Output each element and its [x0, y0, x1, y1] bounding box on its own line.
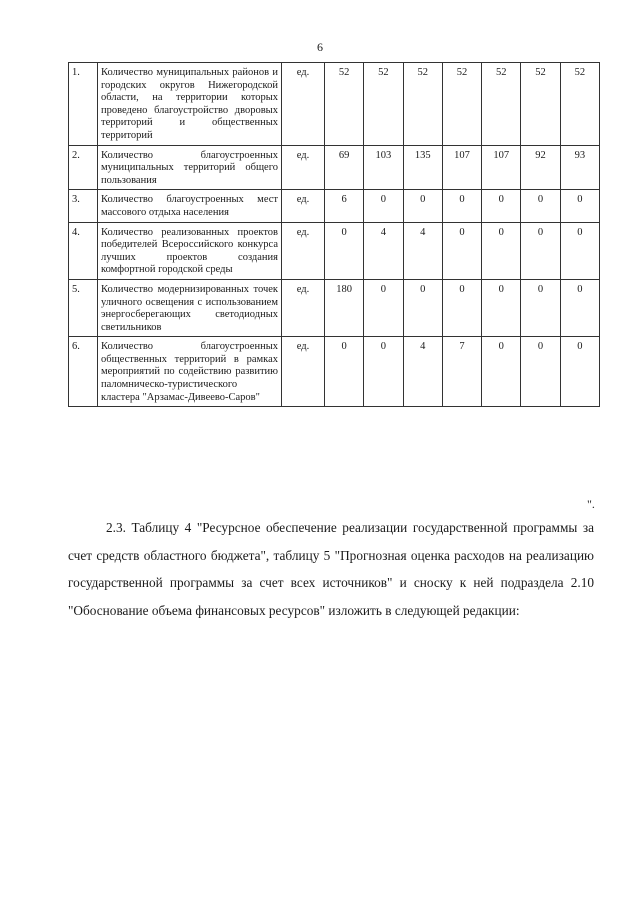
value-cell: 0 [442, 190, 481, 222]
value-cell: 4 [364, 222, 403, 279]
value-cell: 0 [560, 279, 599, 336]
value-cell: 7 [442, 337, 481, 407]
value-cell: 0 [521, 190, 560, 222]
unit-cell: ед. [282, 145, 325, 190]
value-cell: 103 [364, 145, 403, 190]
indicator-name-cell: Количество благоустроенных мест массового отдыха населения [98, 190, 282, 222]
indicator-name-cell: Количество благоустроенных общественных территорий в рамках мероприятий по содействию развитию паломническо-туристического кластера "Арзамас-Дивеево-Саров" [98, 337, 282, 407]
value-cell: 0 [403, 190, 442, 222]
closing-quote: ". [587, 497, 595, 511]
value-cell: 0 [364, 279, 403, 336]
value-cell: 0 [560, 190, 599, 222]
value-cell: 52 [521, 63, 560, 146]
value-cell: 52 [560, 63, 599, 146]
unit-cell: ед. [282, 222, 325, 279]
value-cell: 135 [403, 145, 442, 190]
value-cell: 52 [482, 63, 521, 146]
value-cell: 4 [403, 337, 442, 407]
table-row [69, 337, 600, 407]
value-cell: 93 [560, 145, 599, 190]
value-cell: 0 [403, 279, 442, 336]
page-number: 6 [317, 40, 323, 54]
table-row [69, 190, 600, 222]
table-row [69, 222, 600, 279]
value-cell: 107 [482, 145, 521, 190]
table-row [69, 145, 600, 190]
value-cell: 52 [403, 63, 442, 146]
indicator-name-cell: Количество муниципальных районов и городских округов Нижегородской области, на территории которых проведено благоустройство дворовых территорий и общественных территорий [98, 63, 282, 146]
row-number-cell: 5. [69, 279, 98, 336]
row-number-cell: 6. [69, 337, 98, 407]
value-cell: 6 [325, 190, 364, 222]
body-paragraph: 2.3. Таблицу 4 "Ресурсное обеспечение реализации государственной программы за счет средств областного бюджета", таблицу 5 "Прогнозная оценка расходов на реализацию государственной программы за счет всех источников" и сноску к ней подраздела 2.10 "Обоснование объема финансовых ресурсов" изложить в следующей редакции: [68, 520, 594, 618]
value-cell: 0 [325, 222, 364, 279]
unit-cell: ед. [282, 337, 325, 407]
value-cell: 0 [442, 222, 481, 279]
value-cell: 0 [560, 337, 599, 407]
indicators-table [68, 62, 600, 407]
value-cell: 107 [442, 145, 481, 190]
row-number-cell: 1. [69, 63, 98, 146]
value-cell: 69 [325, 145, 364, 190]
value-cell: 0 [560, 222, 599, 279]
value-cell: 4 [403, 222, 442, 279]
value-cell: 0 [325, 337, 364, 407]
value-cell: 52 [325, 63, 364, 146]
value-cell: 0 [364, 337, 403, 407]
value-cell: 92 [521, 145, 560, 190]
value-cell: 0 [482, 279, 521, 336]
value-cell: 0 [482, 190, 521, 222]
value-cell: 52 [364, 63, 403, 146]
row-number-cell: 4. [69, 222, 98, 279]
table-body [69, 63, 600, 407]
value-cell: 180 [325, 279, 364, 336]
value-cell: 0 [482, 337, 521, 407]
indicator-name-cell: Количество модернизированных точек уличного освещения с использованием энергосберегающих светодиодных светильников [98, 279, 282, 336]
value-cell: 52 [442, 63, 481, 146]
value-cell: 0 [482, 222, 521, 279]
unit-cell: ед. [282, 190, 325, 222]
value-cell: 0 [521, 279, 560, 336]
indicator-name-cell: Количество реализованных проектов победителей Всероссийского конкурса лучших проектов создания комфортной городской среды [98, 222, 282, 279]
value-cell: 0 [442, 279, 481, 336]
value-cell: 0 [521, 222, 560, 279]
row-number-cell: 3. [69, 190, 98, 222]
table-row [69, 279, 600, 336]
value-cell: 0 [521, 337, 560, 407]
unit-cell: ед. [282, 63, 325, 146]
indicator-name-cell: Количество благоустроенных муниципальных территорий общего пользования [98, 145, 282, 190]
row-number-cell: 2. [69, 145, 98, 190]
value-cell: 0 [364, 190, 403, 222]
unit-cell: ед. [282, 279, 325, 336]
table-row [69, 63, 600, 146]
